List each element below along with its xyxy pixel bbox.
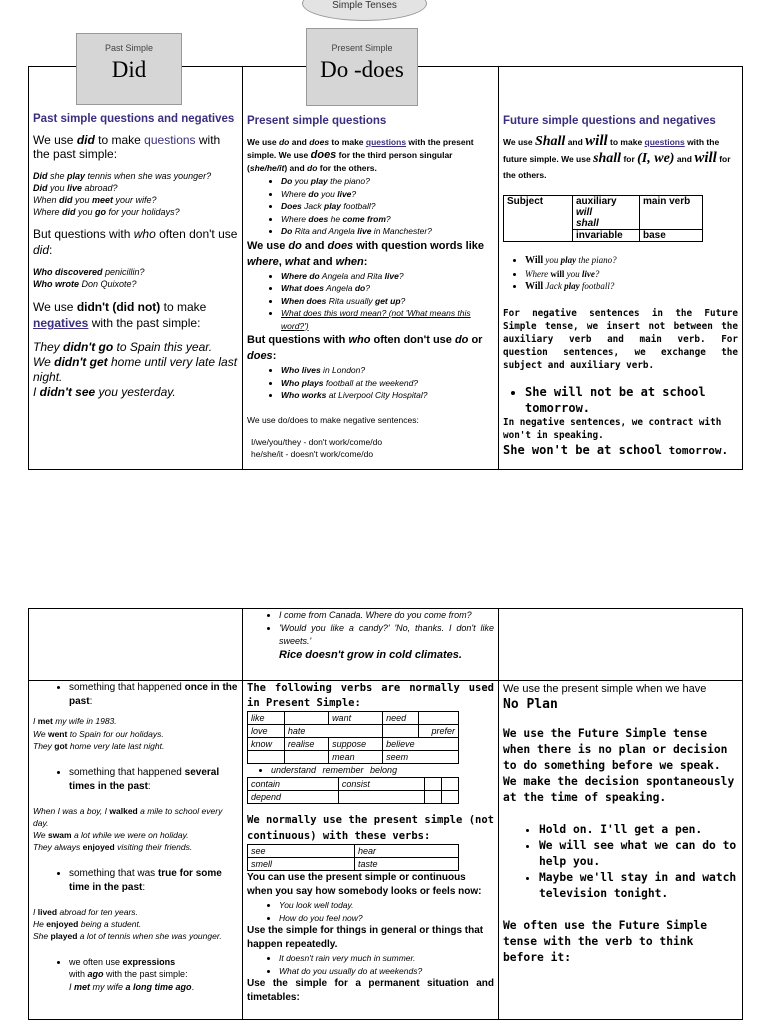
list-item: • something that happened once in the past: [69, 681, 238, 709]
verbs-table-2: contain consist depend [247, 777, 459, 804]
present-heading: Present simple questions [247, 115, 387, 127]
past-negative-note: We use didn't (did not) to make negatives with the past simple: [33, 300, 207, 330]
verbs-table-3: see hear smell taste [247, 844, 459, 871]
list-item: • understand remember belong [271, 764, 494, 777]
past-use-several [33, 766, 238, 794]
past-heading: Past simple questions and negatives [33, 113, 235, 125]
list-item: • She will not be at school tomorrow. [525, 384, 738, 416]
present-simple-tab [306, 28, 418, 106]
list-item: • Where does he come from? [281, 213, 494, 226]
past-who-note: But questions with who often don't use did: [33, 227, 238, 257]
present-general-note: Use the simple for things in general or things that happen repeatedly. [247, 925, 484, 950]
list-item: • Who lives in London? [281, 364, 494, 377]
past-intro: We use did to make questions with the past simple: [33, 133, 221, 161]
bottom-present-top-cell [243, 609, 499, 681]
present-simple-cell [243, 67, 499, 470]
future-spontaneous-note: We use the Future Simple tense when there is no plan or decision to do something before we speak. We make the decision spontaneously at the time of speaking. [503, 727, 735, 804]
list-item: • Who works at Liverpool City Hospital? [281, 389, 494, 402]
verbs-understand-list [247, 764, 494, 777]
list-item: • It doesn't rain very much in summer. [279, 952, 494, 965]
past-who-examples: Who discovered penicillin? Who wrote Don Quixote? [33, 267, 145, 289]
list-item: • What does this word mean? (not 'What means this word?') [281, 307, 494, 332]
list-item: • Will you play the piano? [525, 254, 738, 268]
future-structure-table [503, 195, 703, 242]
verbs-table-1: like want need love hate prefer know realise suppose believe mean seem [247, 711, 459, 764]
list-item: • Where will you live? [525, 268, 738, 281]
present-negative-note: We use do/does to make negative sentences: [247, 414, 419, 425]
past-true-examples: I lived abroad for ten years. He enjoyed being a student. She played a lot of tennis when she was younger. [33, 906, 222, 941]
present-simple-tab-title: Do -does [320, 57, 404, 82]
bottom-table [28, 608, 743, 1020]
present-verbs-cell [243, 681, 499, 1020]
no-plan-title: No Plan [503, 697, 558, 712]
future-negative-paragraph: For negative sentences in the Future Simple tense, we insert not between the auxiliary verb and main verb. For question sentences, we exchange the subject and auxiliary verb. [503, 307, 738, 371]
present-looks-note: You can use the present simple or continuous when you say how somebody looks or feels now: [247, 872, 482, 897]
list-item: • Hold on. I'll get a pen. [539, 822, 738, 838]
future-main-cell: main verb [640, 196, 703, 230]
list-item: • Who plays football at the weekend? [281, 377, 494, 390]
future-contract-example: She won't be at school tomorrow. [503, 442, 729, 457]
past-once-examples: I met my wife in 1983. We went to Spain for our holidays. They got home very late last night. [33, 716, 165, 751]
future-negative-example [503, 384, 738, 416]
future-think-note: We often use the Future Simple tense with the verb to think before it: [503, 919, 708, 964]
list-item: • What do you usually do at weekends? [279, 965, 494, 978]
present-who-note: But questions with who often don't use do or does: [247, 334, 483, 362]
past-simple-tab-title: Did [111, 57, 147, 82]
present-intro: We use do and does to make questions with the present simple. We use does for the third person singular (she/he/it) and do for the others. [247, 137, 474, 173]
list-item: • something that happened several times in the past: [69, 766, 238, 794]
present-normally-note: We normally use the present simple (not continuous) with these verbs: [247, 814, 494, 842]
title-ellipse-text: Simple Tenses [332, 0, 397, 11]
list-item: • something that was true for some time in the past: [69, 867, 238, 895]
list-item: • I come from Canada. Where do you come from? [279, 609, 494, 622]
present-top-list [247, 609, 494, 648]
past-simple-tab [76, 33, 182, 105]
past-question-examples: Did she play tennis when she was younger? Did you live abroad? When did you meet your wife? Where did you go for your holidays? [33, 171, 212, 217]
present-question-words-list [247, 270, 494, 333]
present-question-list [247, 175, 494, 238]
present-question-words: We use do and does with question words like where, what and when: [247, 239, 484, 268]
future-subject-cell: Subject [504, 196, 573, 242]
list-item: • What does Angela do? [281, 282, 494, 295]
list-item: • We will see what we can do to help you. [539, 838, 738, 870]
past-use-ago [33, 956, 238, 994]
bottom-empty-cell-left [29, 609, 243, 681]
present-rice-example: Rice doesn't grow in cold climates. [279, 649, 462, 661]
future-invariable-cell: invariable [573, 230, 640, 242]
list-item: • 'Would you like a candy?' 'No, thanks. I don't like sweets.' [279, 622, 494, 648]
future-contract-note: In negative sentences, we contract with won't in speaking. [503, 416, 722, 441]
future-heading: Future simple questions and negatives [503, 115, 716, 127]
top-table [28, 66, 743, 470]
past-negative-examples: They didn't go to Spain this year. We didn't get home until very late last night. I didn't see you yesterday. [33, 340, 238, 399]
list-item: • Maybe we'll stay in and watch television tonight. [539, 870, 738, 902]
future-simple-cell [499, 67, 743, 470]
list-item: • You look well today. [279, 899, 494, 912]
list-item: • Will Jack play football? [525, 280, 738, 294]
present-looks-list [247, 899, 494, 924]
present-following-verbs: The following verbs are normally used in Present Simple: [247, 682, 494, 709]
past-use-once [33, 681, 238, 709]
future-no-plan-cell [499, 681, 743, 1020]
list-item: • Where do you live? [281, 188, 494, 201]
list-item: • we often use expressions with ago with the past simple: I met my wife a long time ago. [69, 956, 238, 994]
future-aux-cell: auxiliary will shall [573, 196, 640, 230]
bottom-empty-cell-right [499, 609, 743, 681]
past-uses-cell [29, 681, 243, 1020]
future-question-list [503, 254, 738, 294]
present-simple-tab-label: Present Simple [331, 43, 393, 53]
future-base-cell: base [640, 230, 703, 242]
title-ellipse [302, 0, 427, 21]
future-intro: We use Shall and will to make questions with the future simple. We use shall for (I, we) and will for the others. [503, 133, 731, 180]
list-item: • Where do Angela and Rita live? [281, 270, 494, 283]
past-simple-cell [29, 67, 243, 470]
present-permanent-note: Use the simple for a permanent situation and timetables: [247, 978, 494, 1003]
list-item: • Do you play the piano? [281, 175, 494, 188]
past-simple-tab-label: Past Simple [104, 43, 154, 53]
list-item: • Do Rita and Angela live in Manchester? [281, 225, 494, 238]
present-negative-forms: I/we/you/they - don't work/come/do he/she/it - doesn't work/come/do [251, 436, 383, 459]
past-several-examples: When I was a boy, I walked a mile to school every day. We swam a lot while we were on holiday. They always enjoyed visiting their friends. [33, 805, 223, 852]
future-spontaneous-list [503, 822, 738, 902]
no-plan-intro: We use the present simple when we have [503, 683, 707, 695]
list-item: • When does Rita usually get up? [281, 295, 494, 308]
past-use-true [33, 867, 238, 895]
list-item: • Does Jack play football? [281, 200, 494, 213]
list-item: • How do you feel now? [279, 912, 494, 925]
present-who-list [247, 364, 494, 402]
present-general-list [247, 952, 494, 977]
